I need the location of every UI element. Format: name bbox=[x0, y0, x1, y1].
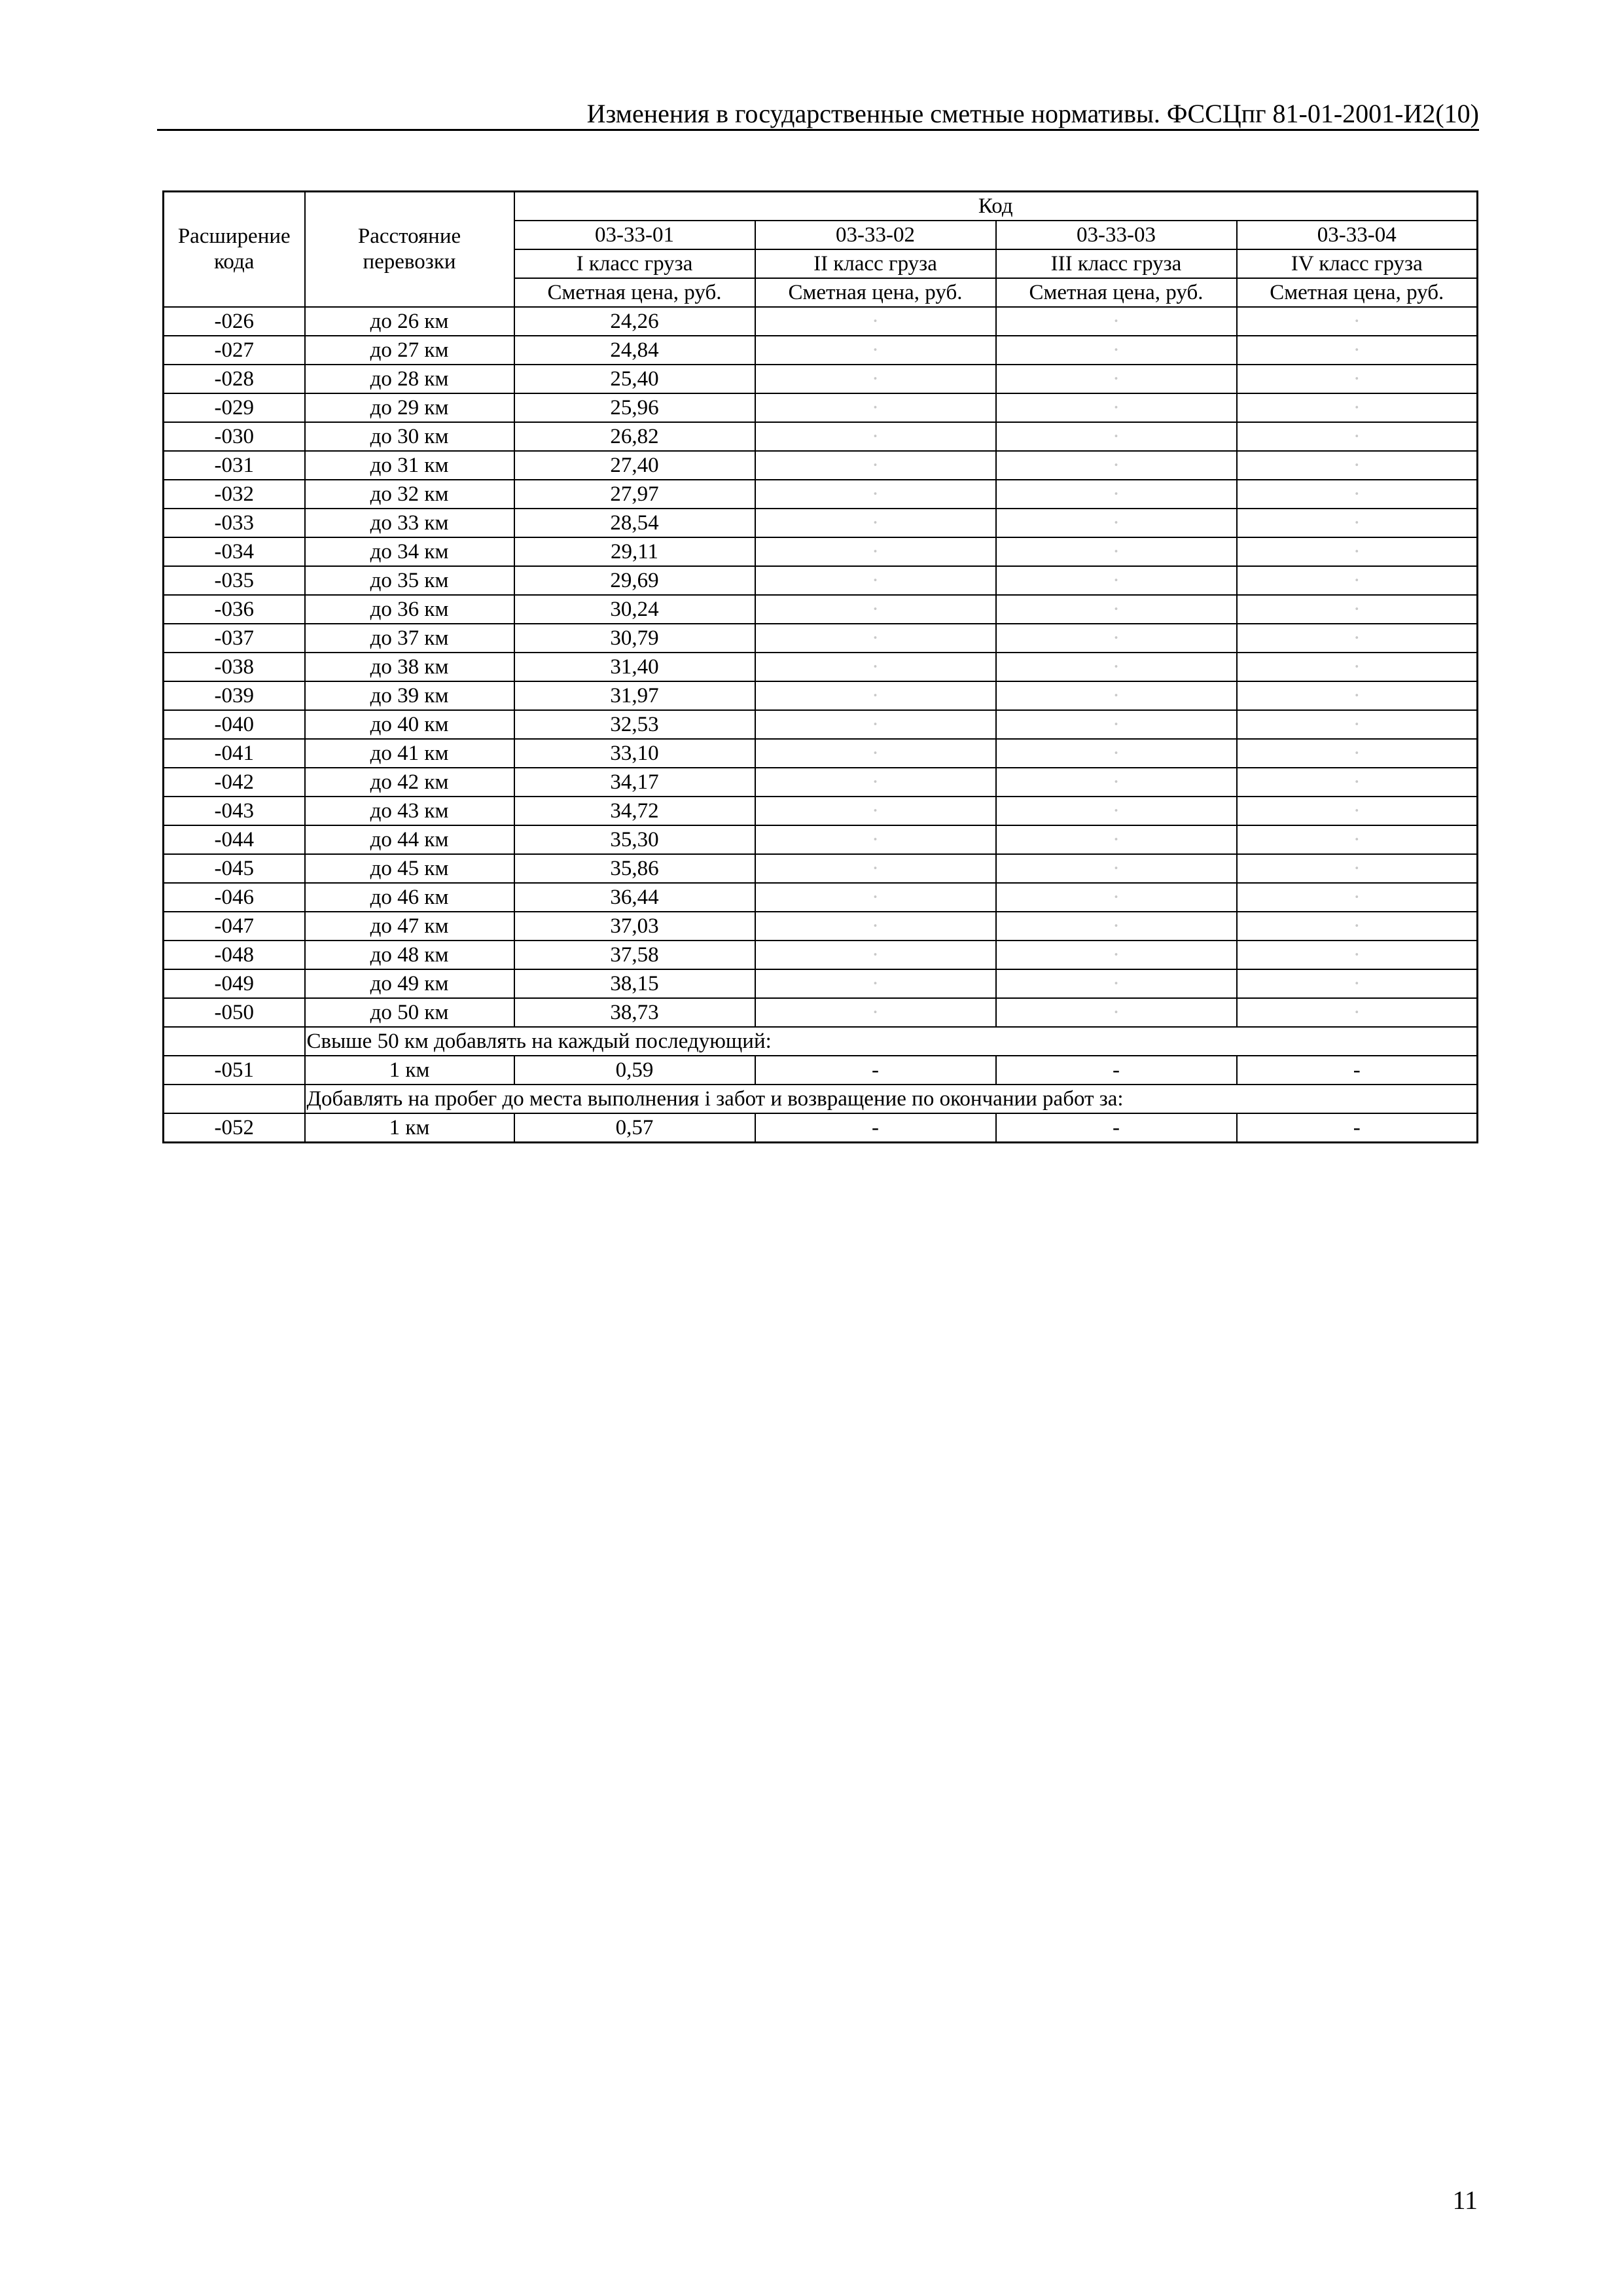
table-row bbox=[164, 537, 1478, 566]
price-cell: · bbox=[1237, 941, 1478, 969]
code-extension-cell: -047 bbox=[164, 912, 305, 941]
distance-cell: до 39 км bbox=[305, 681, 514, 710]
price-cell: · bbox=[1237, 566, 1478, 595]
code-extension-cell: -043 bbox=[164, 797, 305, 825]
distance-cell: до 46 км bbox=[305, 883, 514, 912]
price-cell: · bbox=[755, 624, 996, 653]
table-row bbox=[164, 710, 1478, 739]
distance-cell: до 50 км bbox=[305, 998, 514, 1027]
distance-cell: до 47 км bbox=[305, 912, 514, 941]
code-group-header: Код bbox=[514, 192, 1478, 221]
note-over-50km: Свыше 50 км добавлять на каждый последующий: bbox=[305, 1027, 1478, 1056]
distance-cell: до 42 км bbox=[305, 768, 514, 797]
price-cell: · bbox=[996, 566, 1237, 595]
table-row bbox=[164, 566, 1478, 595]
code-extension-cell: -038 bbox=[164, 653, 305, 681]
price-cell: · bbox=[996, 365, 1237, 393]
table-row bbox=[164, 854, 1478, 883]
table-row bbox=[164, 768, 1478, 797]
distance-cell: до 38 км bbox=[305, 653, 514, 681]
price-cell: - bbox=[996, 1056, 1237, 1085]
code-extension-cell: -029 bbox=[164, 393, 305, 422]
price-cell: · bbox=[996, 768, 1237, 797]
price-cell: · bbox=[996, 393, 1237, 422]
table-row bbox=[164, 912, 1478, 941]
table-row bbox=[164, 336, 1478, 365]
price-cell: · bbox=[755, 365, 996, 393]
distance-cell: до 31 км bbox=[305, 451, 514, 480]
table-row bbox=[164, 739, 1478, 768]
price-cell: 32,53 bbox=[514, 710, 755, 739]
price-cell: · bbox=[1237, 739, 1478, 768]
table-row bbox=[164, 451, 1478, 480]
price-cell: · bbox=[1237, 480, 1478, 509]
class-header: I класс груза bbox=[514, 249, 755, 278]
price-cell: · bbox=[755, 451, 996, 480]
price-cell: 24,84 bbox=[514, 336, 755, 365]
price-cell: · bbox=[996, 422, 1237, 451]
price-cell: · bbox=[755, 566, 996, 595]
code-header: 03-33-03 bbox=[996, 221, 1237, 249]
table-row bbox=[164, 307, 1478, 336]
code-extension-cell: -035 bbox=[164, 566, 305, 595]
price-cell: · bbox=[755, 998, 996, 1027]
price-cell: · bbox=[755, 537, 996, 566]
price-cell: 31,97 bbox=[514, 681, 755, 710]
price-cell: - bbox=[996, 1113, 1237, 1143]
price-cell: · bbox=[996, 336, 1237, 365]
price-header: Сметная цена, руб. bbox=[755, 278, 996, 307]
price-cell: · bbox=[1237, 768, 1478, 797]
price-cell: 38,73 bbox=[514, 998, 755, 1027]
price-cell: 37,58 bbox=[514, 941, 755, 969]
price-cell: · bbox=[1237, 854, 1478, 883]
code-extension-cell: -027 bbox=[164, 336, 305, 365]
distance-cell: до 27 км bbox=[305, 336, 514, 365]
distance-cell: до 49 км bbox=[305, 969, 514, 998]
table-row bbox=[164, 509, 1478, 537]
price-cell: · bbox=[1237, 422, 1478, 451]
price-cell: · bbox=[1237, 681, 1478, 710]
code-extension-cell: -030 bbox=[164, 422, 305, 451]
price-cell: · bbox=[755, 710, 996, 739]
price-cell: · bbox=[755, 969, 996, 998]
price-cell: 33,10 bbox=[514, 739, 755, 768]
code-header: 03-33-04 bbox=[1237, 221, 1478, 249]
col-header-extension bbox=[164, 192, 305, 308]
table-row bbox=[164, 883, 1478, 912]
empty-cell bbox=[164, 1027, 305, 1056]
table-row bbox=[164, 480, 1478, 509]
code-extension-cell: -045 bbox=[164, 854, 305, 883]
distance-cell: до 45 км bbox=[305, 854, 514, 883]
price-cell: · bbox=[996, 883, 1237, 912]
price-cell: 31,40 bbox=[514, 653, 755, 681]
code-extension-cell: -049 bbox=[164, 969, 305, 998]
distance-cell: до 32 км bbox=[305, 480, 514, 509]
price-cell: · bbox=[1237, 509, 1478, 537]
table-row bbox=[164, 624, 1478, 653]
price-cell: · bbox=[996, 797, 1237, 825]
price-cell: 36,44 bbox=[514, 883, 755, 912]
distance-cell: до 44 км bbox=[305, 825, 514, 854]
col-header-extension-line2: кода bbox=[214, 250, 255, 274]
price-cell: - bbox=[755, 1056, 996, 1085]
price-cell: · bbox=[996, 451, 1237, 480]
distance-cell: до 30 км bbox=[305, 422, 514, 451]
price-cell: 30,24 bbox=[514, 595, 755, 624]
table-row bbox=[164, 595, 1478, 624]
distance-cell: до 35 км bbox=[305, 566, 514, 595]
price-cell: · bbox=[996, 307, 1237, 336]
price-cell: - bbox=[1237, 1113, 1478, 1143]
price-cell: 29,11 bbox=[514, 537, 755, 566]
price-cell: 24,26 bbox=[514, 307, 755, 336]
price-cell: · bbox=[755, 509, 996, 537]
price-cell: · bbox=[996, 681, 1237, 710]
price-cell: · bbox=[1237, 710, 1478, 739]
price-cell: · bbox=[755, 941, 996, 969]
price-cell: · bbox=[755, 422, 996, 451]
price-cell: · bbox=[996, 912, 1237, 941]
price-table bbox=[162, 190, 1478, 1143]
code-extension-cell: -050 bbox=[164, 998, 305, 1027]
price-cell: · bbox=[1237, 451, 1478, 480]
code-extension-cell: -046 bbox=[164, 883, 305, 912]
price-cell: · bbox=[1237, 624, 1478, 653]
price-cell: 29,69 bbox=[514, 566, 755, 595]
price-cell: 37,03 bbox=[514, 912, 755, 941]
code-extension-cell: -032 bbox=[164, 480, 305, 509]
code-extension-cell: -048 bbox=[164, 941, 305, 969]
price-cell: · bbox=[755, 825, 996, 854]
distance-cell: до 43 км bbox=[305, 797, 514, 825]
price-cell: · bbox=[1237, 307, 1478, 336]
code-extension-cell: -031 bbox=[164, 451, 305, 480]
price-cell: · bbox=[996, 941, 1237, 969]
note-travel-to-site-row bbox=[164, 1085, 1478, 1113]
price-cell: · bbox=[1237, 393, 1478, 422]
code-extension-cell: -037 bbox=[164, 624, 305, 653]
table-row bbox=[164, 393, 1478, 422]
table-row bbox=[164, 998, 1478, 1027]
distance-cell: до 29 км bbox=[305, 393, 514, 422]
distance-cell: 1 км bbox=[305, 1056, 514, 1085]
header-row-code bbox=[164, 192, 1478, 221]
price-cell: 26,82 bbox=[514, 422, 755, 451]
price-cell: · bbox=[1237, 969, 1478, 998]
table-row bbox=[164, 422, 1478, 451]
code-extension-cell: -026 bbox=[164, 307, 305, 336]
price-cell: · bbox=[996, 710, 1237, 739]
price-cell: · bbox=[755, 393, 996, 422]
price-cell: · bbox=[996, 969, 1237, 998]
price-cell: · bbox=[755, 307, 996, 336]
table-row bbox=[164, 365, 1478, 393]
code-extension-cell: -034 bbox=[164, 537, 305, 566]
price-cell: · bbox=[755, 854, 996, 883]
table-row bbox=[164, 825, 1478, 854]
price-cell: · bbox=[996, 825, 1237, 854]
price-cell: 0,59 bbox=[514, 1056, 755, 1085]
price-cell: · bbox=[996, 595, 1237, 624]
distance-cell: до 33 км bbox=[305, 509, 514, 537]
price-cell: · bbox=[755, 336, 996, 365]
price-cell: · bbox=[996, 509, 1237, 537]
empty-cell bbox=[164, 1085, 305, 1113]
price-cell: · bbox=[1237, 912, 1478, 941]
price-cell: · bbox=[1237, 653, 1478, 681]
price-cell: 35,30 bbox=[514, 825, 755, 854]
code-header: 03-33-01 bbox=[514, 221, 755, 249]
page-number: 11 bbox=[1452, 2185, 1478, 2215]
price-cell: · bbox=[755, 768, 996, 797]
code-extension-cell: -040 bbox=[164, 710, 305, 739]
price-cell: - bbox=[755, 1113, 996, 1143]
price-cell: 28,54 bbox=[514, 509, 755, 537]
table-row bbox=[164, 681, 1478, 710]
code-extension-cell: -036 bbox=[164, 595, 305, 624]
price-cell: · bbox=[755, 681, 996, 710]
price-cell: · bbox=[1237, 537, 1478, 566]
price-cell: · bbox=[755, 653, 996, 681]
price-cell: · bbox=[996, 624, 1237, 653]
price-table-body bbox=[164, 192, 1478, 1143]
price-cell: · bbox=[996, 537, 1237, 566]
price-cell: · bbox=[996, 739, 1237, 768]
price-cell: - bbox=[1237, 1056, 1478, 1085]
price-cell: 27,40 bbox=[514, 451, 755, 480]
price-cell: · bbox=[996, 998, 1237, 1027]
table-row bbox=[164, 1056, 1478, 1085]
document-header-title: Изменения в государственные сметные нормативы. ФССЦпг 81-01-2001-И2(10) bbox=[586, 99, 1479, 128]
table-row bbox=[164, 1113, 1478, 1143]
price-cell: · bbox=[755, 883, 996, 912]
code-extension-cell: -039 bbox=[164, 681, 305, 710]
table-row bbox=[164, 969, 1478, 998]
distance-cell: до 28 км bbox=[305, 365, 514, 393]
price-cell: · bbox=[1237, 595, 1478, 624]
price-cell: 25,40 bbox=[514, 365, 755, 393]
price-cell: · bbox=[755, 480, 996, 509]
code-extension-cell: -041 bbox=[164, 739, 305, 768]
price-header: Сметная цена, руб. bbox=[1237, 278, 1478, 307]
code-extension-cell: -028 bbox=[164, 365, 305, 393]
code-extension-cell: -052 bbox=[164, 1113, 305, 1143]
price-cell: 38,15 bbox=[514, 969, 755, 998]
class-header: III класс груза bbox=[996, 249, 1237, 278]
header-rule bbox=[157, 129, 1479, 131]
note-travel-to-site: Добавлять на пробег до места выполнения і забот и возвращение по окончании работ за: bbox=[305, 1085, 1478, 1113]
note-over-50km-row bbox=[164, 1027, 1478, 1056]
class-header: IV класс груза bbox=[1237, 249, 1478, 278]
price-cell: · bbox=[755, 739, 996, 768]
price-cell: 34,17 bbox=[514, 768, 755, 797]
price-cell: 27,97 bbox=[514, 480, 755, 509]
price-cell: · bbox=[996, 653, 1237, 681]
price-header: Сметная цена, руб. bbox=[996, 278, 1237, 307]
col-header-distance bbox=[305, 192, 514, 308]
price-cell: 34,72 bbox=[514, 797, 755, 825]
price-cell: · bbox=[755, 912, 996, 941]
distance-cell: до 36 км bbox=[305, 595, 514, 624]
code-extension-cell: -042 bbox=[164, 768, 305, 797]
price-cell: · bbox=[996, 854, 1237, 883]
price-cell: 35,86 bbox=[514, 854, 755, 883]
price-cell: · bbox=[755, 595, 996, 624]
price-cell: · bbox=[1237, 365, 1478, 393]
distance-cell: до 37 км bbox=[305, 624, 514, 653]
code-extension-cell: -033 bbox=[164, 509, 305, 537]
price-cell: · bbox=[1237, 998, 1478, 1027]
price-cell: · bbox=[1237, 336, 1478, 365]
col-header-extension-line1: Расширение bbox=[177, 224, 291, 248]
distance-cell: до 40 км bbox=[305, 710, 514, 739]
price-header: Сметная цена, руб. bbox=[514, 278, 755, 307]
distance-cell: до 48 км bbox=[305, 941, 514, 969]
distance-cell: до 41 км bbox=[305, 739, 514, 768]
price-cell: 0,57 bbox=[514, 1113, 755, 1143]
col-header-distance-line1: Расстояние bbox=[357, 224, 461, 248]
price-cell: · bbox=[1237, 825, 1478, 854]
distance-cell: до 34 км bbox=[305, 537, 514, 566]
table-row bbox=[164, 653, 1478, 681]
col-header-distance-line2: перевозки bbox=[363, 250, 456, 274]
price-cell: · bbox=[755, 797, 996, 825]
price-cell: · bbox=[996, 480, 1237, 509]
distance-cell: до 26 км bbox=[305, 307, 514, 336]
code-extension-cell: -051 bbox=[164, 1056, 305, 1085]
price-cell: · bbox=[1237, 797, 1478, 825]
price-cell: · bbox=[1237, 883, 1478, 912]
table-row bbox=[164, 797, 1478, 825]
price-cell: 30,79 bbox=[514, 624, 755, 653]
class-header: II класс груза bbox=[755, 249, 996, 278]
distance-cell: 1 км bbox=[305, 1113, 514, 1143]
table-row bbox=[164, 941, 1478, 969]
code-extension-cell: -044 bbox=[164, 825, 305, 854]
code-header: 03-33-02 bbox=[755, 221, 996, 249]
price-cell: 25,96 bbox=[514, 393, 755, 422]
